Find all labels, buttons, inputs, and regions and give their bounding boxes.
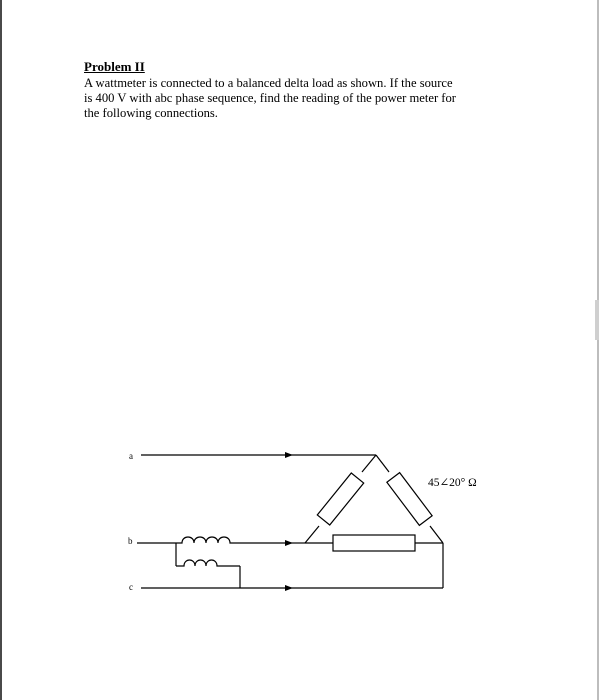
- load-impedance-left: [317, 473, 363, 525]
- line-label-c: c: [129, 582, 133, 592]
- problem-line-3: the following connections.: [84, 106, 218, 120]
- line-label-a: a: [129, 451, 133, 461]
- problem-heading: Problem II: [84, 59, 145, 74]
- problem-line-1: A wattmeter is connected to a balanced delta load as shown. If the source: [84, 76, 453, 90]
- voltage-coil-icon: [176, 543, 240, 588]
- current-coil-icon: [176, 537, 240, 543]
- wattmeter: [176, 537, 240, 588]
- impedance-label: 45∠20° Ω: [428, 477, 477, 489]
- problem-line-2: is 400 V with abc phase sequence, find the reading of the power meter for: [84, 91, 456, 105]
- delta-load: [305, 455, 443, 551]
- load-impedance-bottom: [333, 535, 415, 551]
- line-label-b: b: [128, 536, 133, 546]
- load-impedance-right: [387, 473, 432, 526]
